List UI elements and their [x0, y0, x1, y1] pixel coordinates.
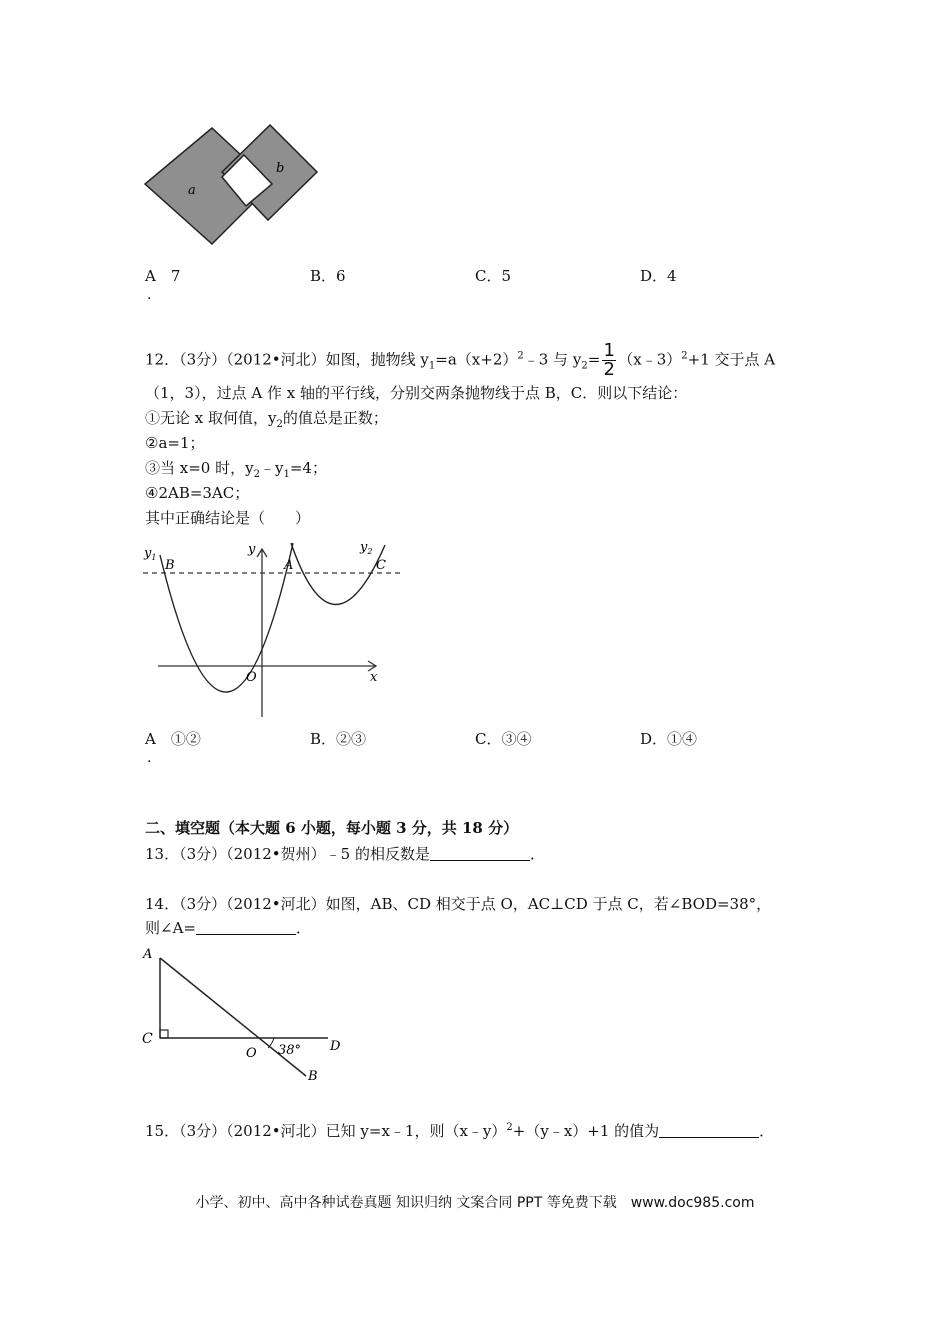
frac-denominator: 2 — [603, 359, 615, 380]
q12-conclusion-2: ②a=1； — [145, 434, 205, 452]
c1-sub: 2 — [276, 419, 283, 430]
q12-prefix: 12．（3分）（2012•河北）如图，抛物线 y — [145, 350, 429, 369]
q11-option-dot: . — [147, 287, 152, 303]
label-y2: $y_2$ — [360, 540, 373, 556]
q15 — [145, 1118, 774, 1141]
q13-text: 13．（3分）（2012•贺州）﹣5 的相反数是 — [145, 845, 430, 863]
label-O: O — [246, 1046, 257, 1061]
q12-option-c[interactable]: C．③④ — [475, 730, 532, 748]
q15-text: 15．（3分）（2012•河北）已知 y=x﹣1，则（x﹣y） — [145, 1122, 507, 1140]
label-y1: $y_1$ — [144, 546, 157, 562]
q12-conclusion-3 — [145, 458, 327, 485]
q12-ask: 其中正确结论是（ ） — [145, 509, 311, 527]
q12-part2: =a（x+2） — [435, 350, 518, 369]
right-angle-mark — [160, 1030, 168, 1038]
label-C: C — [376, 558, 386, 573]
c3-pre: ③当 x=0 时，y — [145, 459, 254, 477]
q12-part4: = — [587, 350, 601, 369]
c3-sub2: 1 — [283, 469, 290, 480]
q13-end: ． — [529, 845, 545, 863]
c3-mid: ﹣y — [259, 459, 284, 477]
parabola-y1 — [160, 543, 293, 692]
q12-option-b[interactable]: B．②③ — [310, 730, 367, 748]
q12-line1 — [145, 340, 776, 380]
label-B: B — [165, 558, 175, 573]
parabola-figure — [138, 535, 408, 723]
q14-end: ． — [295, 919, 311, 937]
c3-sub1: 2 — [253, 469, 260, 480]
q13-answer-blank[interactable] — [430, 846, 530, 861]
q12-sub2: 2 — [581, 360, 588, 372]
label-x: x — [370, 670, 378, 685]
c3-post: =4； — [289, 459, 327, 477]
label-a: a — [188, 183, 196, 198]
c1-post: 的值总是正数； — [282, 409, 388, 427]
section-2-heading: 二、填空题（本大题 6 小题，每小题 3 分，共 18 分） — [145, 819, 519, 837]
q12-option-a[interactable]: A ①② — [145, 730, 201, 748]
q14-line2-pre: 则∠A= — [145, 919, 196, 937]
q12-option-dot: . — [147, 750, 152, 766]
q14-line2 — [145, 918, 311, 938]
label-B: B — [308, 1069, 318, 1084]
c1-pre: ①无论 x 取何值，y — [145, 409, 277, 427]
q12-sub1: 1 — [428, 360, 436, 372]
q12-option-d[interactable]: D．①④ — [640, 730, 698, 748]
line-AB — [160, 958, 306, 1076]
q11-option-b[interactable]: B．6 — [310, 267, 346, 285]
q12-line2: （1，3），过点 A 作 x 轴的平行线，分别交两条抛物线于点 B，C．则以下结论： — [145, 384, 688, 402]
page-footer: 小学、初中、高中各种试卷真题 知识归纳 文案合同 PPT 等免费下载 www.doc985.com — [195, 1195, 755, 1211]
q11-option-c[interactable]: C．5 — [475, 267, 512, 285]
label-C: C — [142, 1031, 153, 1047]
triangle-figure — [138, 940, 358, 1088]
q12-part3: ﹣3 与 y — [523, 350, 582, 369]
q15-end: ． — [759, 1122, 775, 1140]
q12-conclusion-4: ④2AB=3AC； — [145, 484, 250, 502]
q12-sup3: 2 — [681, 350, 688, 362]
q12-part6: +1 交于点 A — [687, 350, 776, 369]
q14-answer-blank[interactable] — [196, 920, 296, 935]
q15-sup: 2 — [506, 1122, 513, 1133]
q13 — [145, 844, 545, 864]
label-A: A — [143, 947, 153, 962]
q12-part5: （x﹣3） — [618, 350, 682, 369]
label-b: b — [276, 161, 285, 176]
q11-option-d[interactable]: D．4 — [640, 267, 677, 285]
q11-option-a[interactable]: A 7 — [145, 267, 181, 285]
label-O: O — [246, 670, 257, 685]
q12-conclusion-1 — [145, 408, 388, 435]
q15-answer-blank[interactable] — [659, 1123, 759, 1138]
label-y: y — [248, 542, 256, 557]
q14-line1: 14．（3分）（2012•河北）如图，AB、CD 相交于点 O，AC⊥CD 于点 C，若∠BOD=38°， — [145, 895, 772, 913]
label-A: A — [284, 558, 294, 573]
squares-figure — [140, 120, 325, 260]
q12-fraction — [602, 340, 616, 380]
angle-arc — [268, 1038, 274, 1048]
label-D: D — [330, 1039, 341, 1054]
q15-mid: +（y﹣x）+1 的值为 — [512, 1122, 660, 1140]
frac-numerator: 1 — [603, 340, 615, 361]
label-angle-38: 38° — [278, 1043, 302, 1058]
q12-sup2: 2 — [517, 350, 524, 362]
